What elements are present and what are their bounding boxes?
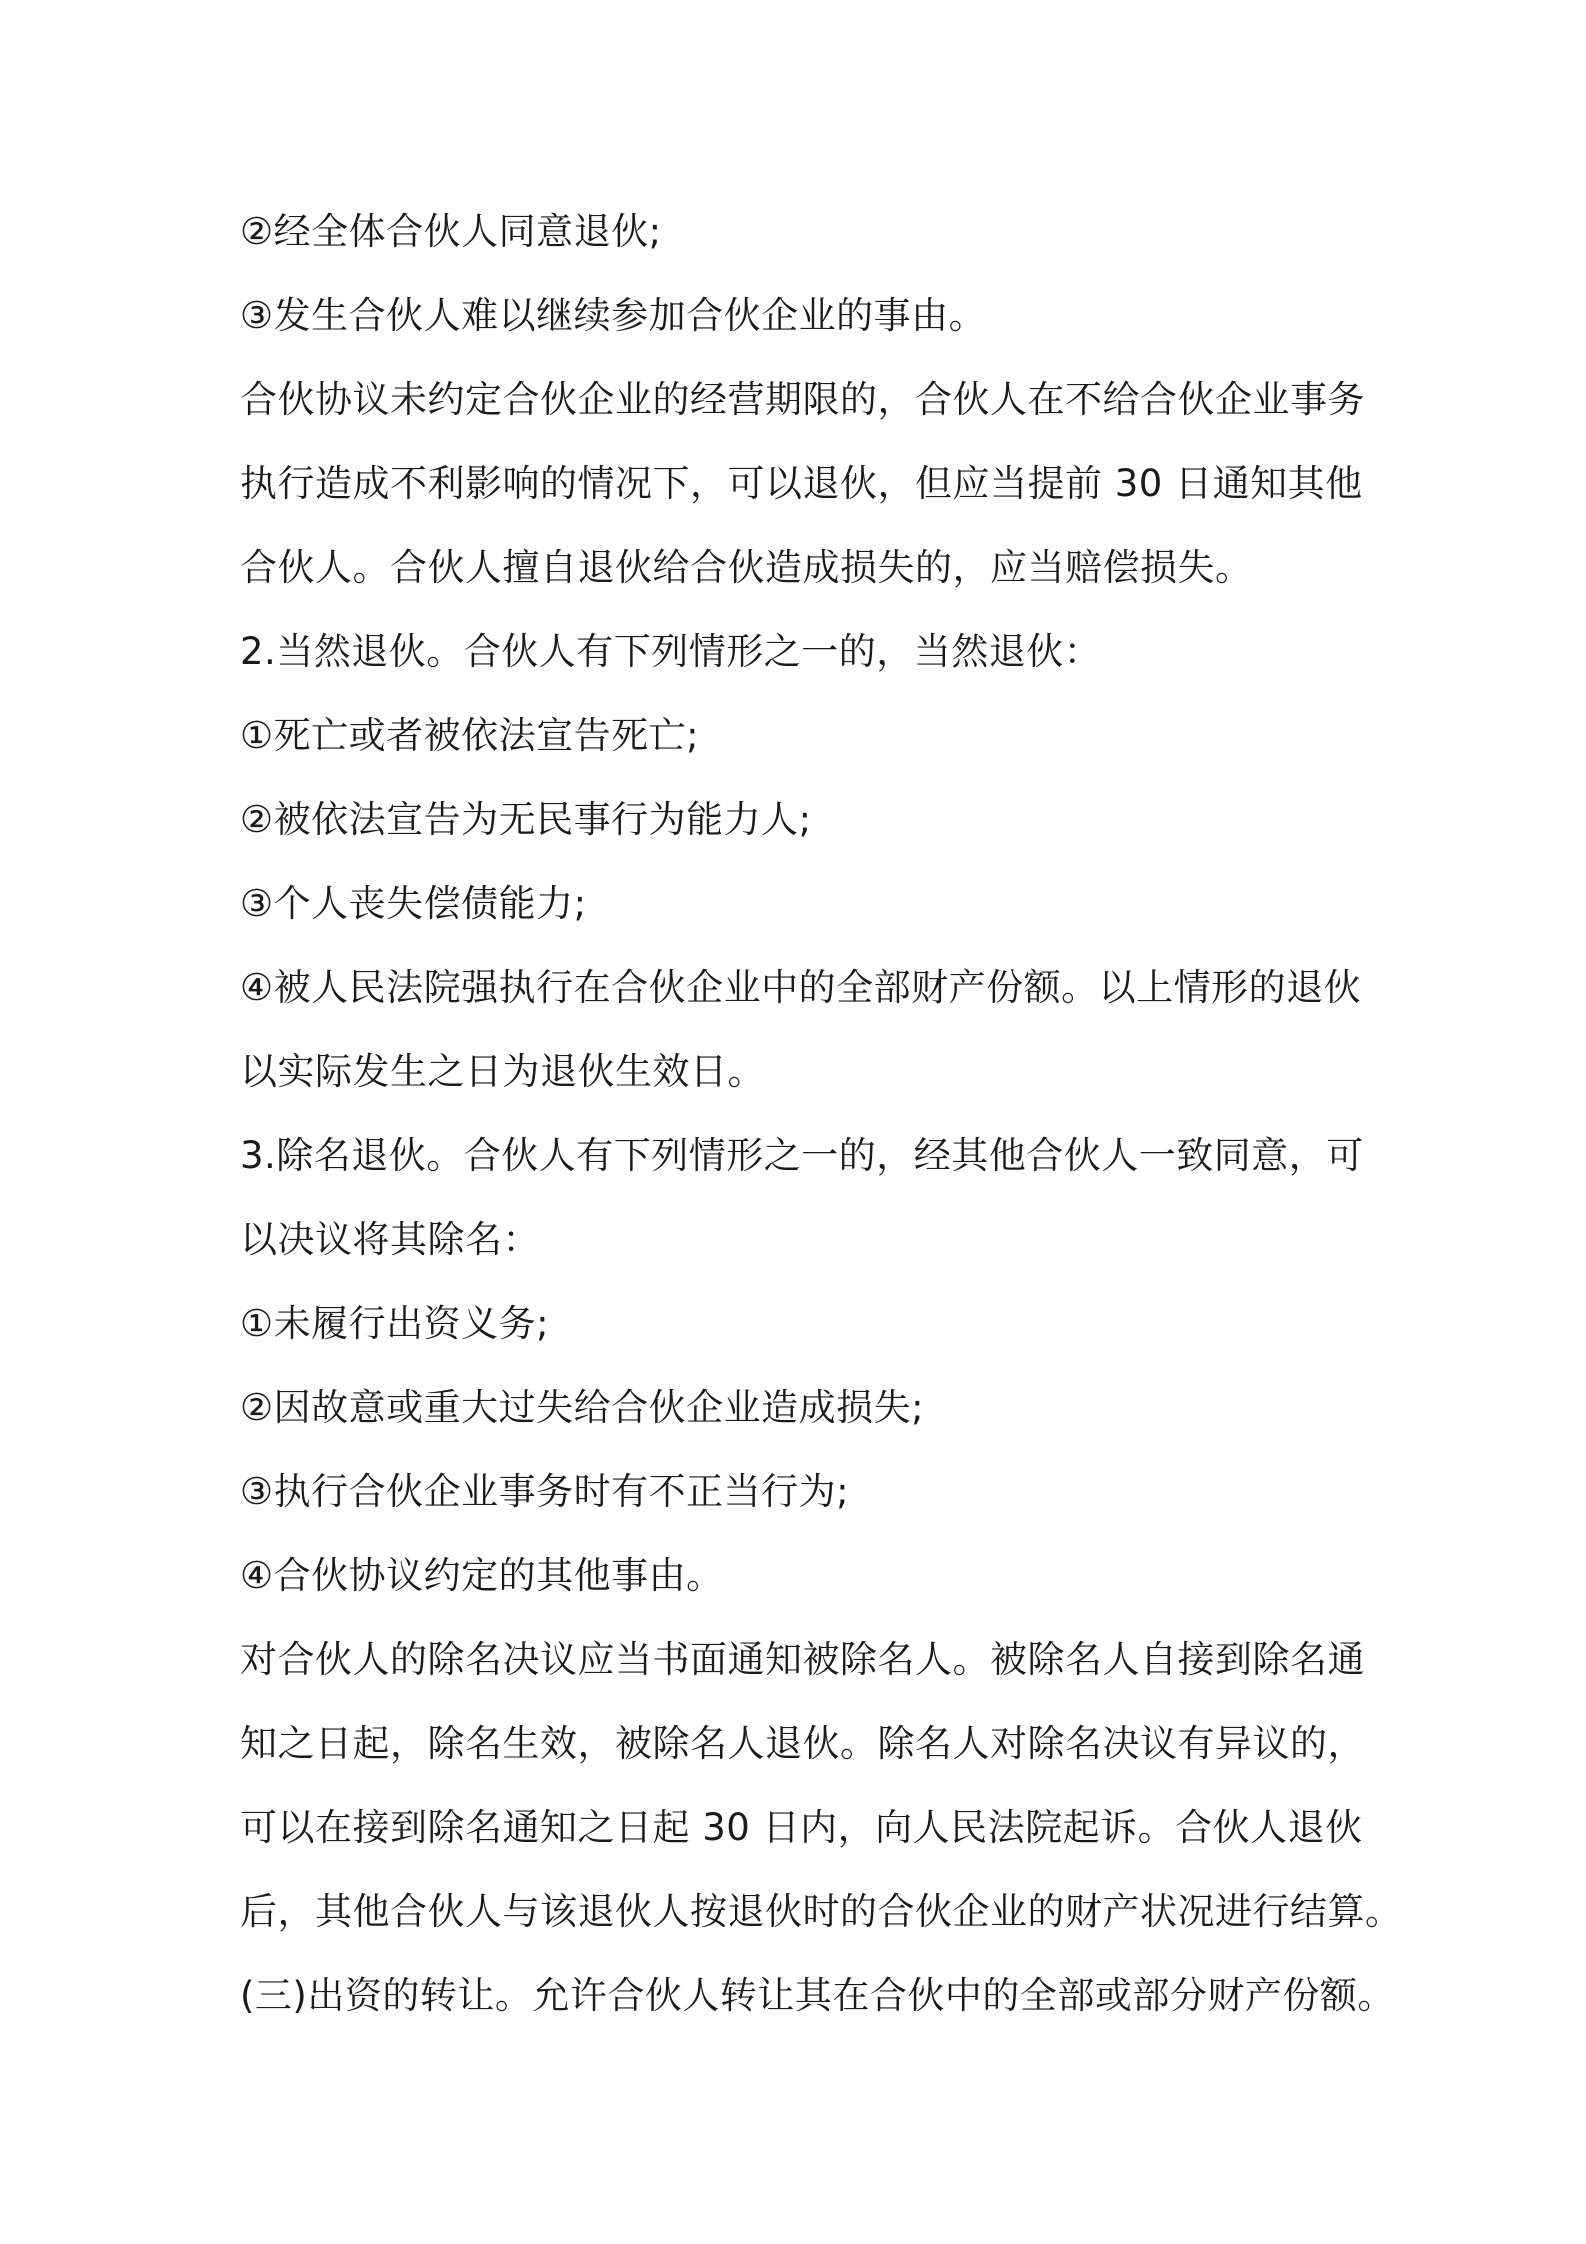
document-body (240, 190, 1403, 2038)
text-line: ①未履行出资义务; (240, 1302, 550, 1345)
text-line: (三)出资的转让。允许合伙人转让其在合伙中的全部或部分财产份额。 (240, 1974, 1395, 2017)
text-line: 以决议将其除名： (240, 1218, 540, 1261)
text-line: 合伙协议未约定合伙企业的经营期限的，合伙人在不给合伙企业事务 (240, 378, 1365, 421)
text-line: ③个人丧失偿债能力; (240, 882, 587, 925)
text-line: 知之日起，除名生效，被除名人退伙。除名人对除名决议有异议的， (240, 1722, 1365, 1765)
text-line: 后，其他合伙人与该退伙人按退伙时的合伙企业的财产状况进行结算。 (240, 1890, 1403, 1933)
text-line: ③发生合伙人难以继续参加合伙企业的事由。 (240, 294, 987, 337)
text-line: 可以在接到除名通知之日起 30 日内，向人民法院起诉。合伙人退伙 (240, 1806, 1363, 1849)
text-line: 执行造成不利影响的情况下，可以退伙，但应当提前 30 日通知其他 (240, 462, 1363, 505)
text-line: 3.除名退伙。合伙人有下列情形之一的，经其他合伙人一致同意，可 (240, 1134, 1364, 1177)
text-line: ④合伙协议约定的其他事由。 (240, 1554, 724, 1597)
text-line: ④被人民法院强执行在合伙企业中的全部财产份额。以上情形的退伙 (240, 966, 1362, 1009)
text-line: ②被依法宣告为无民事行为能力人; (240, 798, 812, 841)
text-line: 对合伙人的除名决议应当书面通知被除名人。被除名人自接到除名通 (240, 1638, 1365, 1681)
text-line: 合伙人。合伙人擅自退伙给合伙造成损失的，应当赔偿损失。 (240, 546, 1253, 589)
text-line: ②经全体合伙人同意退伙; (240, 210, 662, 253)
text-line: ②因故意或重大过失给合伙企业造成损失; (240, 1386, 925, 1429)
text-line: 以实际发生之日为退伙生效日。 (240, 1050, 765, 1093)
text-line: 2.当然退伙。合伙人有下列情形之一的，当然退伙： (240, 630, 1102, 673)
text-line: ③执行合伙企业事务时有不正当行为; (240, 1470, 850, 1513)
text-line: ①死亡或者被依法宣告死亡; (240, 714, 700, 757)
